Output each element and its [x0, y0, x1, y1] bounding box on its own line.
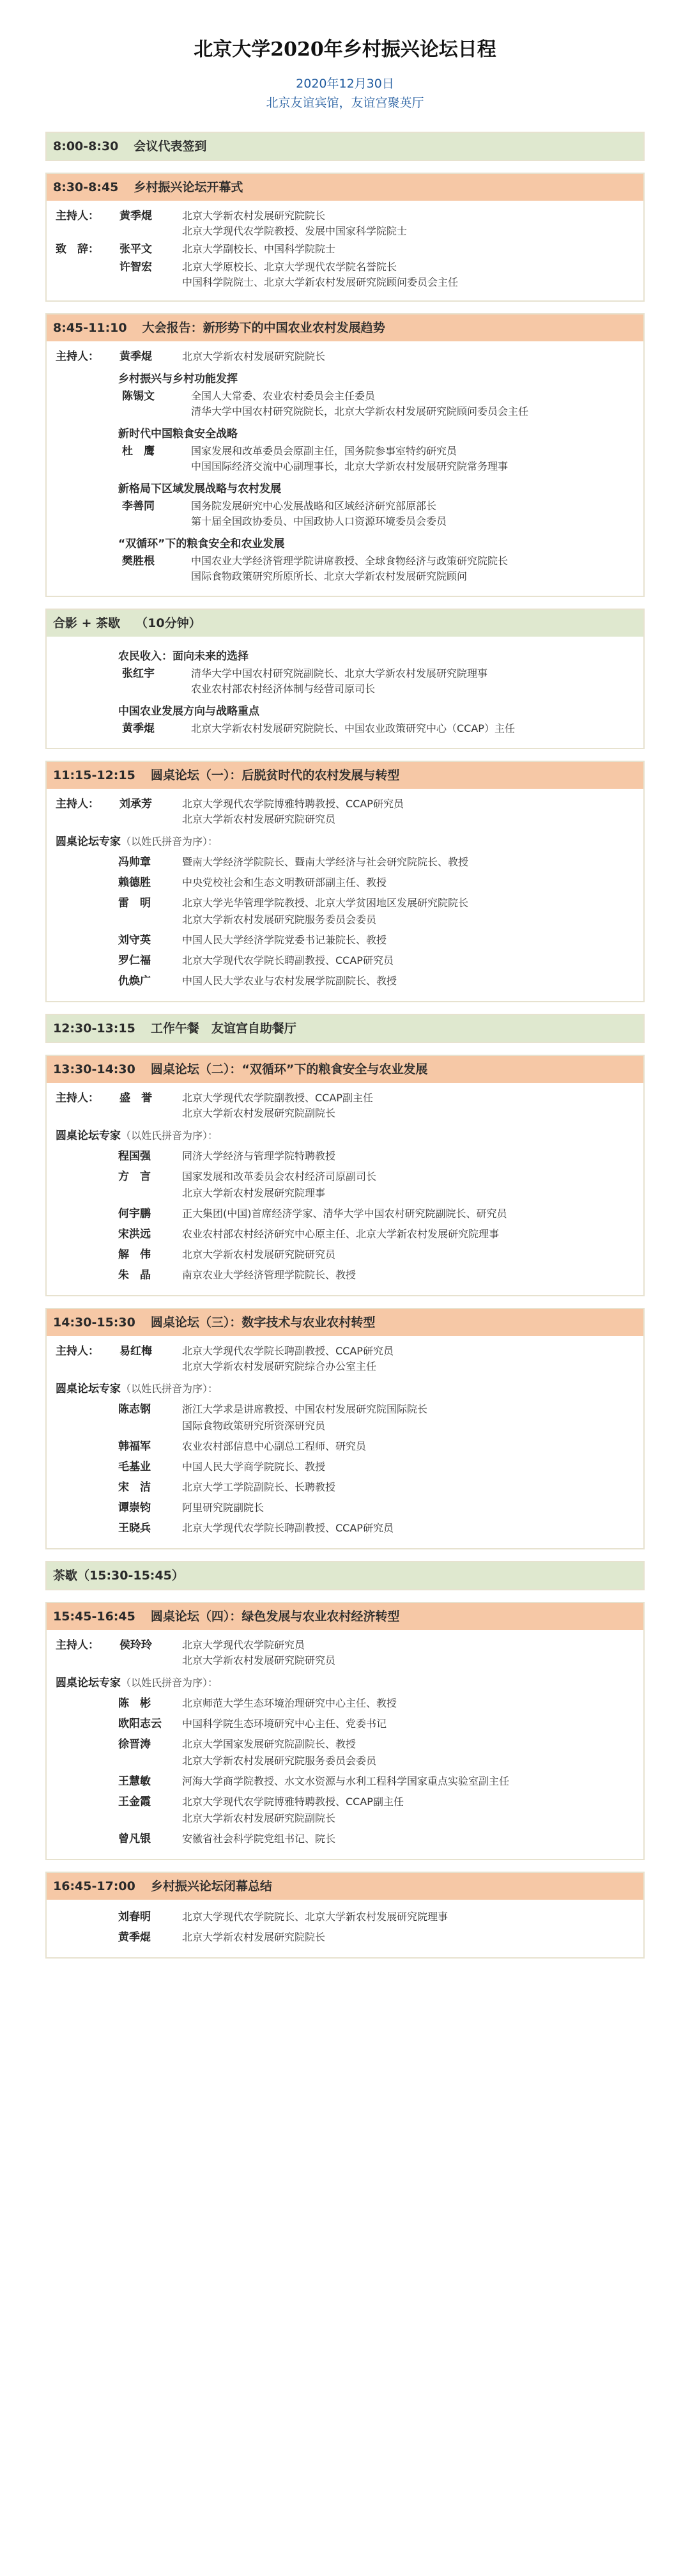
expert-titles	[182, 1246, 643, 1263]
speaker-row	[47, 554, 643, 584]
section-content	[47, 789, 643, 1001]
person-name: 易红梅	[119, 1345, 152, 1358]
person-titles	[182, 260, 643, 290]
section-title: 乡村振兴论坛闭幕总结	[150, 1879, 272, 1893]
person-titles	[182, 1909, 643, 1925]
speaker-name: 陈锡文	[122, 390, 155, 403]
speaker-row	[47, 499, 643, 529]
host-row	[47, 242, 643, 257]
expert-name: 赖德胜	[118, 876, 151, 889]
event-date: 2020年12月30日	[296, 77, 394, 91]
title-line: 中国国际经济交流中心副理事长，北京大学新农村发展研究院常务理事	[191, 460, 509, 472]
expert-titles	[182, 1148, 643, 1165]
expert-titles	[182, 1716, 643, 1732]
role-label: 主持人：	[56, 210, 99, 222]
expert-titles	[182, 1520, 643, 1537]
expert-name: 程国强	[118, 1150, 151, 1163]
expert-row	[47, 1438, 643, 1455]
expert-name: 陈 彬	[118, 1697, 151, 1710]
title-line: 国家发展和改革委员会农村经济司原副司长	[182, 1170, 377, 1183]
person-name: 黄季焜	[118, 1931, 151, 1944]
expert-name: 刘守英	[118, 934, 151, 947]
talk-topic: 新格局下区域发展战略与农村发展	[118, 483, 281, 495]
experts-label-text: 圆桌论坛专家	[56, 1383, 121, 1395]
expert-name: 何宇鹏	[118, 1207, 151, 1220]
expert-row	[47, 952, 643, 969]
experts-order-note: （以姓氏拼音为序）：	[121, 1129, 218, 1142]
title-line: 北京大学现代农学院研究员	[182, 1639, 305, 1651]
title-line: 北京大学新农村发展研究院研究员	[182, 1654, 336, 1666]
experts-label	[47, 834, 643, 850]
role-label: 主持人：	[56, 1639, 99, 1652]
title-line: 清华大学中国农村研究院副院长、北京大学新农村发展研究院理事	[191, 667, 488, 679]
section-title: （10分钟）	[135, 616, 201, 630]
expert-row	[47, 1831, 643, 1847]
section-title: 圆桌论坛（四）：绿色发展与农业农村经济转型	[150, 1610, 400, 1624]
title-line: 北京大学国家发展研究院副院长、教授	[182, 1738, 356, 1750]
expert-row	[47, 1500, 643, 1516]
experts-label	[47, 1675, 643, 1691]
expert-titles	[182, 1267, 643, 1284]
section-time: 8:30-8:45	[53, 180, 119, 194]
host-row	[47, 1344, 643, 1374]
speaker-name: 黄季焜	[122, 722, 155, 735]
agenda-header	[0, 0, 690, 132]
expert-name: 朱 晶	[118, 1269, 151, 1282]
person-titles	[182, 349, 643, 364]
role-label: 主持人：	[56, 798, 99, 811]
title-line: 中国科学院院士、北京大学新农村发展研究院顾问委员会主任	[182, 276, 459, 288]
expert-row	[47, 1773, 643, 1790]
title-line: 中央党校社会和生态文明教研部副主任、教授	[182, 876, 387, 888]
title-line: 北京师范大学生态环境治理研究中心主任、教授	[182, 1697, 397, 1709]
expert-titles	[182, 874, 643, 891]
agenda-section	[45, 1872, 645, 1959]
section-title: 圆桌论坛（二）：“双循环”下的粮食安全与农业发展	[150, 1062, 428, 1076]
section-time: 16:45-17:00	[53, 1879, 135, 1893]
expert-name: 韩福军	[118, 1440, 151, 1453]
expert-row	[47, 1716, 643, 1732]
expert-row	[47, 1267, 643, 1284]
title-line: 国际食物政策研究所资深研究员	[182, 1420, 326, 1432]
host-row	[47, 1638, 643, 1668]
section-header	[47, 314, 643, 341]
title-line: 北京大学现代农学院教授、发展中国家科学院院士	[182, 225, 408, 237]
expert-name: 冯帅章	[118, 856, 151, 869]
talk-topic: 乡村振兴与乡村功能发挥	[118, 373, 238, 385]
expert-titles	[182, 1438, 643, 1455]
speaker-titles	[191, 666, 643, 697]
expert-titles	[182, 932, 643, 949]
expert-row	[47, 1736, 643, 1769]
title-line: 农业农村部农村经济研究中心原主任、北京大学新农村发展研究院理事	[182, 1228, 500, 1240]
expert-titles	[182, 1479, 643, 1496]
section-time: 15:45-16:45	[53, 1610, 135, 1624]
expert-name: 谭崇钧	[118, 1501, 151, 1514]
expert-row	[47, 1479, 643, 1496]
expert-titles	[182, 1695, 643, 1712]
speaker-name: 李善同	[122, 500, 155, 513]
title-line: 南京农业大学经济管理学院院长、教授	[182, 1269, 356, 1281]
section-content	[47, 1630, 643, 1859]
person-name: 许智宏	[119, 261, 152, 274]
person-name: 刘春明	[118, 1911, 151, 1923]
experts-order-note: （以姓氏拼音为序）：	[121, 835, 218, 848]
title-line: 正大集团(中国)首席经济学家、清华大学中国农村研究院副院长、研究员	[182, 1207, 507, 1220]
title-line: 北京大学新农村发展研究院服务委员会委员	[182, 1755, 377, 1767]
section-time: 8:45-11:10	[53, 321, 127, 335]
section-time: 13:30-14:30	[53, 1062, 135, 1076]
title-line: 暨南大学经济学院院长、暨南大学经济与社会研究院院长、教授	[182, 856, 469, 868]
expert-name: 王金霞	[118, 1796, 151, 1808]
talk-topic: “双循环”下的粮食安全和农业发展	[118, 538, 285, 550]
host-row	[47, 349, 643, 364]
speaker-row	[47, 389, 643, 419]
expert-name: 徐晋涛	[118, 1738, 151, 1751]
speaker-titles	[191, 389, 643, 419]
role-label: 主持人：	[56, 1345, 99, 1358]
person-titles	[182, 208, 643, 239]
title-line: 北京大学现代农学院长聘副教授、CCAP研究员	[182, 1522, 394, 1534]
title-line: 同济大学经济与管理学院特聘教授	[182, 1150, 336, 1162]
expert-name: 曾凡银	[118, 1833, 151, 1845]
agenda-section	[45, 1055, 645, 1296]
title-line: 北京大学光华管理学院教授、北京大学贫困地区发展研究院院长	[182, 897, 469, 909]
section-header	[47, 610, 643, 637]
expert-name: 罗仁福	[118, 954, 151, 967]
role-label: 致 辞：	[56, 243, 99, 256]
expert-row	[47, 932, 643, 949]
title-line: 北京大学新农村发展研究院院长	[182, 210, 326, 222]
section-header	[47, 1056, 643, 1083]
title-line: 北京大学新农村发展研究院院长	[182, 350, 326, 362]
expert-name: 欧阳志云	[118, 1718, 162, 1730]
title-line: 北京大学新农村发展研究院服务委员会委员	[182, 913, 377, 926]
title-line: 中国人民大学农业与农村发展学院副院长、教授	[182, 975, 397, 987]
section-content	[47, 1336, 643, 1548]
speaker-titles	[191, 721, 643, 736]
expert-row	[47, 1695, 643, 1712]
experts-label	[47, 1128, 643, 1144]
experts-label-text: 圆桌论坛专家	[56, 1677, 121, 1689]
section-header	[47, 1015, 643, 1042]
person-titles	[182, 796, 643, 827]
title-line: 中国人民大学经济学院党委书记兼院长、教授	[182, 934, 387, 946]
expert-titles	[182, 895, 643, 928]
expert-row	[47, 854, 643, 871]
experts-order-note: （以姓氏拼音为序）：	[121, 1383, 218, 1395]
expert-row	[47, 895, 643, 928]
title-line: 北京大学现代农学院副教授、CCAP副主任	[182, 1092, 373, 1104]
expert-row	[47, 1459, 643, 1475]
closing-person-row	[47, 1929, 643, 1946]
expert-titles	[182, 1226, 643, 1243]
section-content	[47, 1900, 643, 1957]
section-content	[47, 637, 643, 748]
talk-topic: 中国农业发展方向与战略重点	[118, 705, 259, 718]
expert-name: 解 伟	[118, 1248, 151, 1261]
title-line: 北京大学现代农学院博雅特聘教授、CCAP研究员	[182, 798, 404, 810]
title-line: 北京大学现代农学院院长、北京大学新农村发展研究院理事	[182, 1911, 448, 1923]
title-line: 北京大学现代农学院长聘副教授、CCAP研究员	[182, 954, 394, 966]
expert-row	[47, 874, 643, 891]
experts-label-text: 圆桌论坛专家	[56, 1129, 121, 1142]
person-titles	[182, 1090, 643, 1121]
person-name: 黄季焜	[119, 210, 152, 222]
person-name: 盛 誉	[119, 1092, 152, 1105]
event-venue: 北京友谊宾馆，友谊宫聚英厅	[266, 96, 424, 110]
agenda-section	[45, 761, 645, 1002]
section-title: 大会报告：新形势下的中国农业农村发展趋势	[142, 321, 385, 335]
page-title: 北京大学2020年乡村振兴论坛日程	[194, 38, 496, 61]
experts-label-text: 圆桌论坛专家	[56, 835, 121, 848]
agenda-section	[45, 1308, 645, 1549]
expert-row	[47, 1168, 643, 1202]
title-line: 安徽省社会科学院党组书记、院长	[182, 1833, 336, 1845]
expert-name: 毛基业	[118, 1461, 151, 1473]
person-titles	[182, 242, 643, 257]
section-header	[47, 1603, 643, 1630]
agenda-section	[45, 1014, 645, 1043]
title-line: 清华大学中国农村研究院院长，北京大学新农村发展研究院顾问委员会主任	[191, 405, 529, 417]
expert-name: 陈志钢	[118, 1403, 151, 1416]
speaker-row	[47, 444, 643, 474]
expert-name: 王晓兵	[118, 1522, 151, 1535]
host-row	[47, 796, 643, 827]
title-line: 北京大学原校长、北京大学现代农学院名誉院长	[182, 261, 397, 273]
expert-titles	[182, 1736, 643, 1769]
expert-titles	[182, 1459, 643, 1475]
expert-titles	[182, 1206, 643, 1222]
expert-row	[47, 1226, 643, 1243]
section-title: 乡村振兴论坛开幕式	[134, 180, 243, 194]
title-line: 国家发展和改革委员会原副主任，国务院参事室特约研究员	[191, 445, 457, 457]
agenda-section	[45, 1561, 645, 1590]
expert-titles	[182, 952, 643, 969]
expert-name: 方 言	[118, 1170, 151, 1183]
talk-topic: 农民收入：面向未来的选择	[118, 650, 249, 663]
talk-topic: 新时代中国粮食安全战略	[118, 428, 238, 440]
expert-titles	[182, 1794, 643, 1827]
expert-row	[47, 1246, 643, 1263]
agenda-section	[45, 173, 645, 302]
expert-row	[47, 1206, 643, 1222]
expert-row	[47, 1520, 643, 1537]
title-line: 阿里研究院副院长	[182, 1501, 264, 1514]
speaker-titles	[191, 499, 643, 529]
agenda-list	[0, 132, 690, 1959]
expert-titles	[182, 1401, 643, 1434]
section-header	[47, 133, 643, 160]
role-label: 主持人：	[56, 350, 99, 363]
section-title: 圆桌论坛（一）：后脱贫时代的农村发展与转型	[150, 768, 400, 782]
expert-row	[47, 1794, 643, 1827]
speaker-row	[47, 721, 643, 736]
title-line: 北京大学新农村发展研究院副院长	[182, 1107, 336, 1119]
expert-row	[47, 973, 643, 989]
section-content	[47, 1083, 643, 1295]
section-time: 11:15-12:15	[53, 768, 135, 782]
person-name: 黄季焜	[119, 350, 152, 363]
title-line: 北京大学新农村发展研究院研究员	[182, 1248, 336, 1261]
section-header	[47, 174, 643, 201]
section-header	[47, 1309, 643, 1336]
expert-row	[47, 1401, 643, 1434]
section-header	[47, 762, 643, 789]
expert-row	[47, 1148, 643, 1165]
section-title: 工作午餐 友谊宫自助餐厅	[150, 1021, 296, 1036]
agenda-section	[45, 132, 645, 161]
expert-titles	[182, 1831, 643, 1847]
section-time: 12:30-13:15	[53, 1021, 135, 1036]
host-row	[47, 1090, 643, 1121]
title-line: 北京大学新农村发展研究院院长	[182, 1931, 326, 1943]
section-time: 茶歇（15:30-15:45）	[53, 1569, 184, 1583]
title-line: 北京大学副校长、中国科学院院士	[182, 243, 336, 255]
expert-name: 宋洪远	[118, 1228, 151, 1241]
speaker-titles	[191, 444, 643, 474]
section-title: 会议代表签到	[134, 139, 207, 153]
section-content	[47, 341, 643, 596]
expert-titles	[182, 1500, 643, 1516]
person-name: 刘承芳	[119, 798, 152, 811]
title-line: 北京大学新农村发展研究院理事	[182, 1187, 326, 1199]
title-line: 北京大学工学院副院长、长聘教授	[182, 1481, 336, 1493]
expert-titles	[182, 973, 643, 989]
expert-name: 仇焕广	[118, 975, 151, 988]
title-line: 北京大学新农村发展研究院副院长	[182, 1812, 336, 1824]
title-line: 北京大学新农村发展研究院综合办公室主任	[182, 1360, 377, 1372]
title-line: 农业农村部信息中心副总工程师、研究员	[182, 1440, 367, 1452]
section-title: 圆桌论坛（三）：数字技术与农业农村转型	[150, 1315, 376, 1330]
expert-titles	[182, 1773, 643, 1790]
expert-titles	[182, 854, 643, 871]
title-line: 中国科学院生态环境研究中心主任、党委书记	[182, 1718, 387, 1730]
host-row	[47, 208, 643, 239]
section-time: 合影 + 茶歇	[53, 616, 121, 630]
section-time: 8:00-8:30	[53, 139, 119, 153]
title-line: 国务院发展研究中心发展战略和区域经济研究部原部长	[191, 500, 437, 512]
title-line: 浙江大学求是讲席教授、中国农村发展研究院国际院长	[182, 1403, 428, 1415]
title-line: 第十届全国政协委员、中国政协人口资源环境委员会委员	[191, 515, 447, 527]
title-line: 全国人大常委、农业农村委员会主任委员	[191, 390, 376, 402]
title-line: 北京大学现代农学院长聘副教授、CCAP研究员	[182, 1345, 394, 1357]
title-line: 农业农村部农村经济体制与经营司原司长	[191, 683, 376, 695]
host-row	[47, 260, 643, 290]
title-line: 中国人民大学商学院院长、教授	[182, 1461, 326, 1473]
person-name: 张平文	[119, 243, 152, 256]
agenda-section	[45, 313, 645, 597]
title-line: 中国农业大学经济管理学院讲席教授、全球食物经济与政策研究院院长	[191, 555, 509, 567]
person-titles	[182, 1929, 643, 1946]
speaker-name: 张红宇	[122, 667, 155, 680]
speaker-titles	[191, 554, 643, 584]
title-line: 河海大学商学院教授、水文水资源与水利工程科学国家重点实验室副主任	[182, 1775, 510, 1787]
section-header	[47, 1562, 643, 1589]
title-line: 北京大学新农村发展研究院研究员	[182, 813, 336, 825]
expert-name: 宋 洁	[118, 1481, 151, 1494]
title-line: 国际食物政策研究所原所长、北京大学新农村发展研究院顾问	[191, 570, 468, 582]
expert-name: 王慧敏	[118, 1775, 151, 1788]
speaker-row	[47, 666, 643, 697]
role-label: 主持人：	[56, 1092, 99, 1105]
title-line: 北京大学新农村发展研究院院长、中国农业政策研究中心（CCAP）主任	[191, 722, 515, 734]
speaker-name: 樊胜根	[122, 555, 155, 568]
agenda-section	[45, 1602, 645, 1860]
expert-name: 雷 明	[118, 897, 151, 910]
experts-order-note: （以姓氏拼音为序）：	[121, 1677, 218, 1689]
expert-titles	[182, 1168, 643, 1202]
person-name: 侯玲玲	[119, 1639, 152, 1652]
speaker-name: 杜 鹰	[122, 445, 155, 458]
section-content	[47, 201, 643, 300]
agenda-section	[45, 609, 645, 749]
section-header	[47, 1873, 643, 1900]
section-time: 14:30-15:30	[53, 1315, 135, 1330]
closing-person-row	[47, 1909, 643, 1925]
title-line: 北京大学现代农学院博雅特聘教授、CCAP副主任	[182, 1796, 404, 1808]
person-titles	[182, 1638, 643, 1668]
person-titles	[182, 1344, 643, 1374]
experts-label	[47, 1381, 643, 1397]
